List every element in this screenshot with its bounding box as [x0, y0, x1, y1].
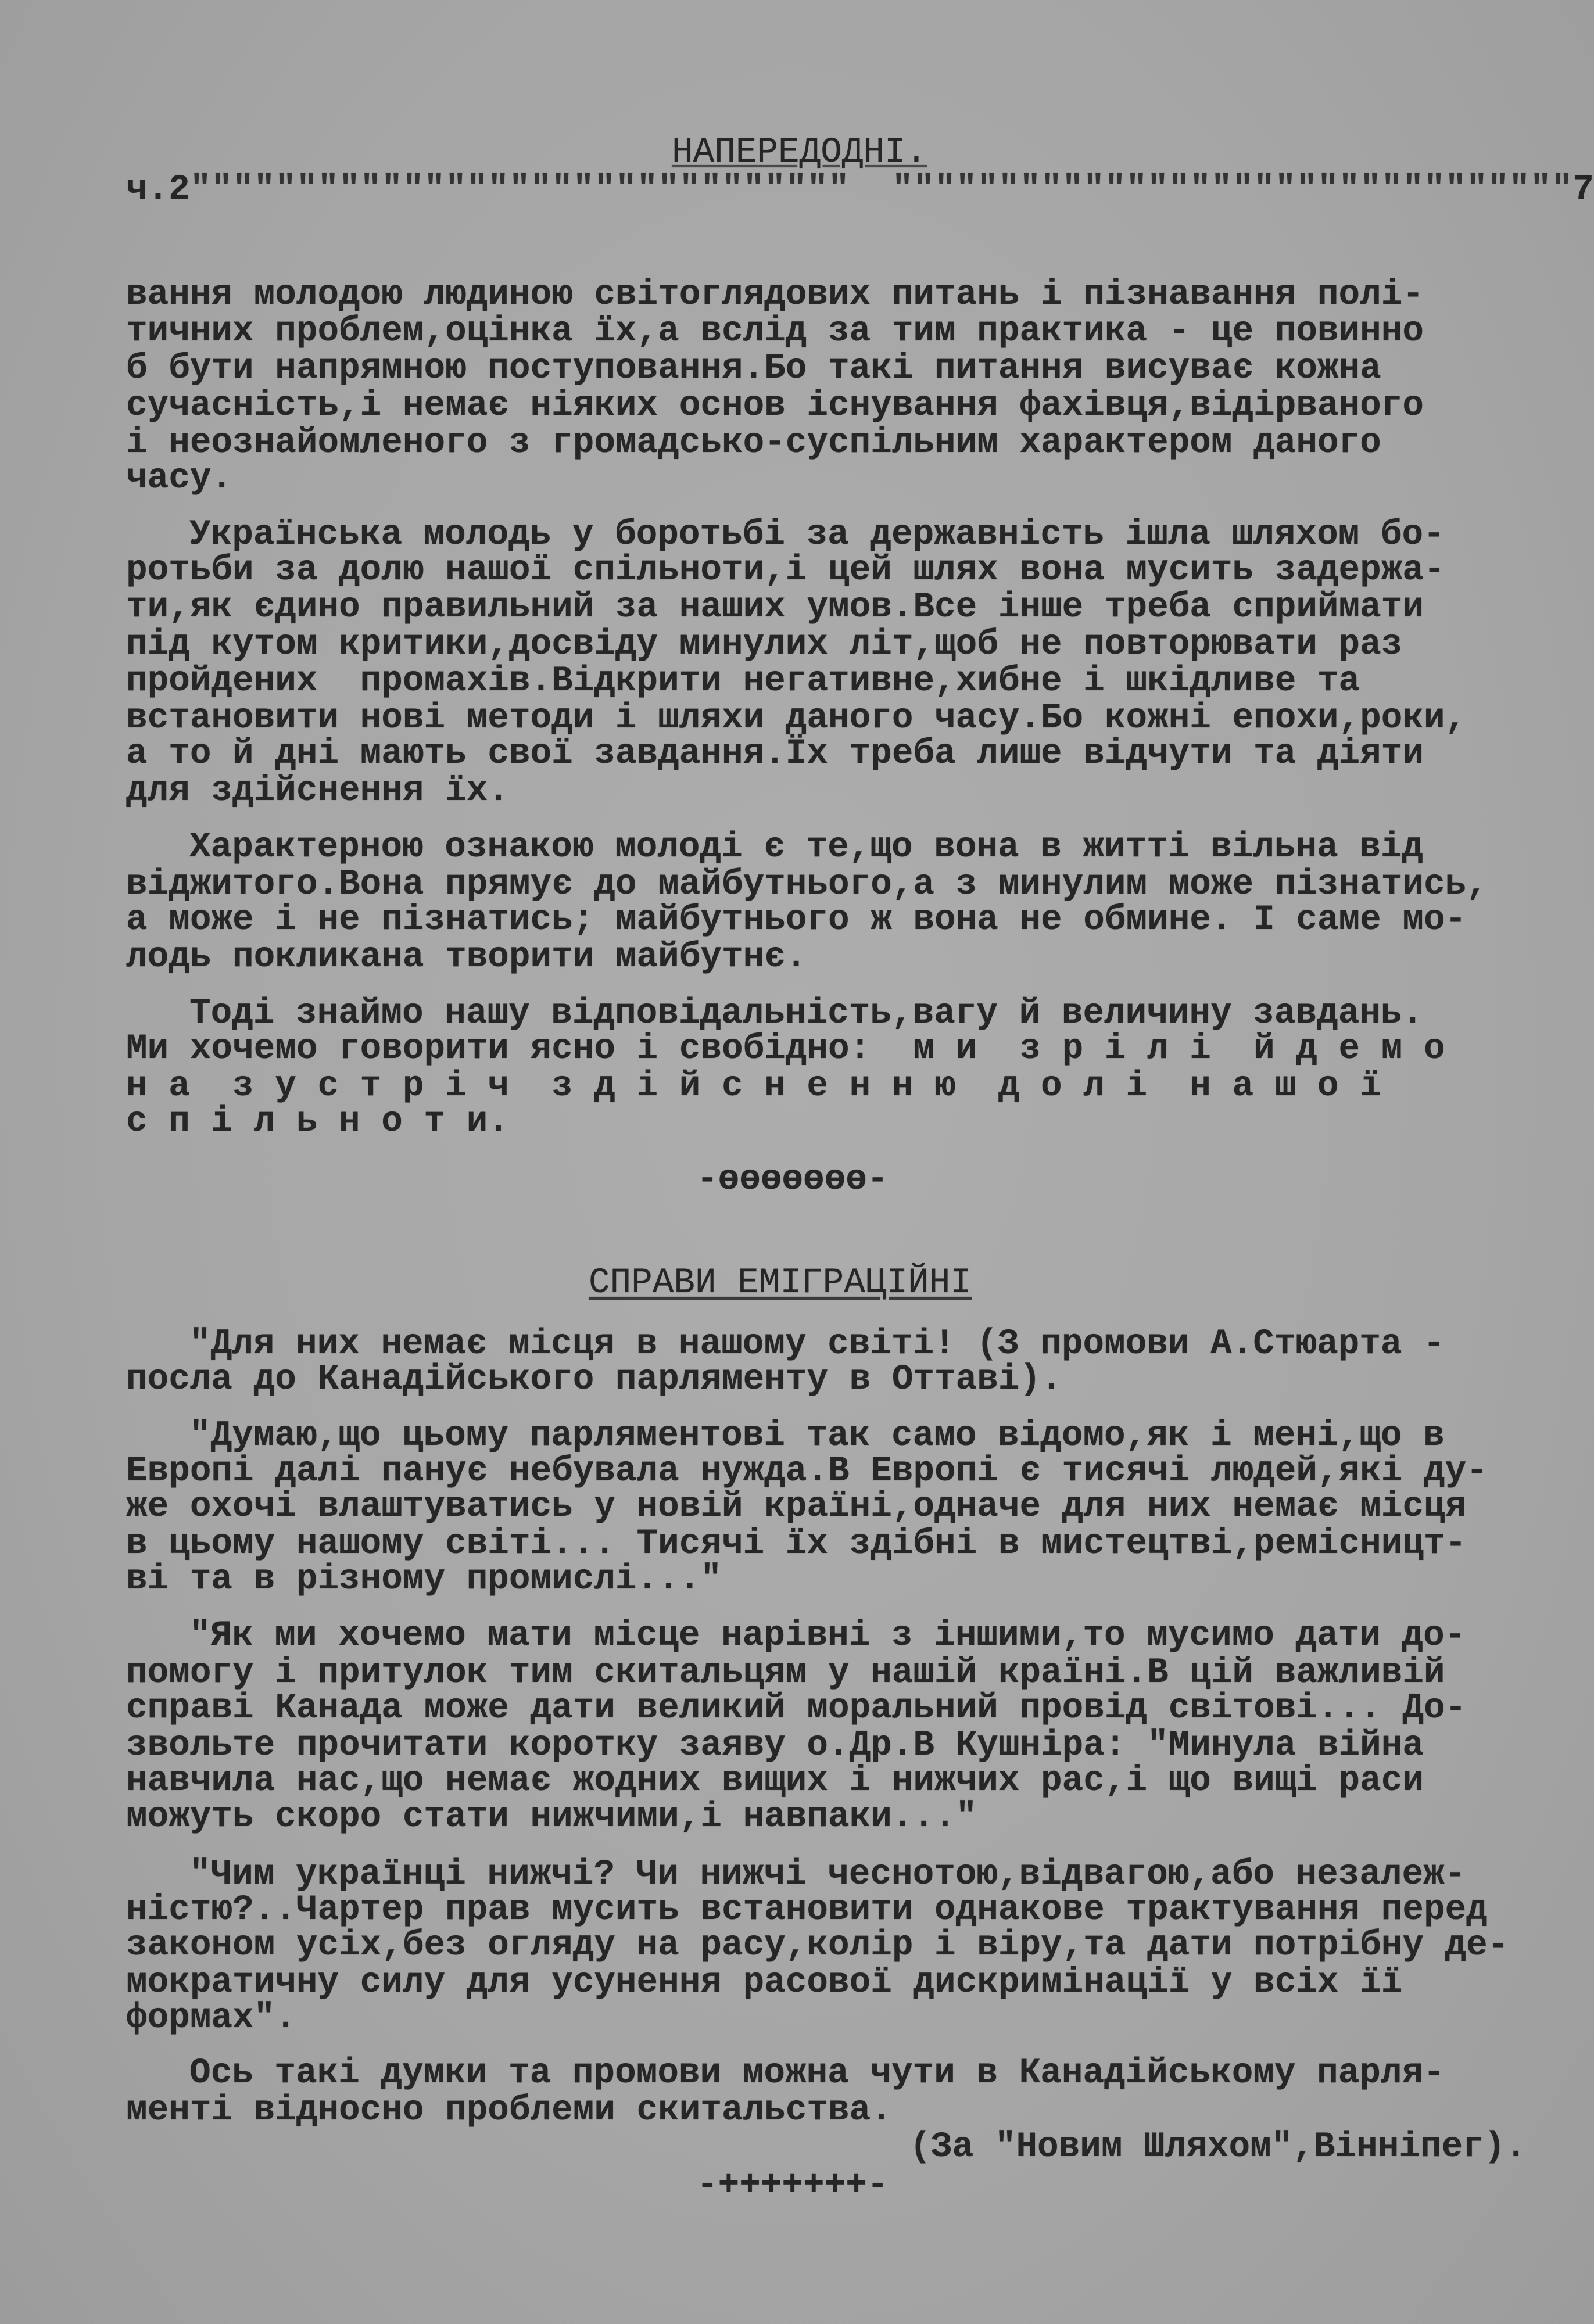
text-line: формах".	[126, 1998, 296, 2038]
text-line: "Як ми хочемо мати місце нарівні з іншими,то мусимо дати до-	[189, 1616, 1466, 1656]
section-separator: -өөөөөөө-	[697, 1160, 889, 1200]
text-line: ротьби за долю нашої спільноти,і цей шлях вона мусить задержа-	[126, 550, 1445, 590]
text-line: Характерною ознакою молоді є те,що вона в житті вільна від	[189, 827, 1424, 867]
text-line: ністю?..Чартер прав мусить встановити однакове трактування перед	[126, 1890, 1488, 1930]
text-line: б бути напрямною поступовання.Бо такі питання висуває кожна	[126, 349, 1381, 389]
text-line: посла до Канадійського парляменту в Оттаві).	[126, 1360, 1062, 1400]
section-separator: -+++++++-	[697, 2165, 889, 2205]
text-line: Тоді знаймо нашу відповідальність,вагу й величину завдань.	[189, 994, 1424, 1034]
text-line: законом усіх,без огляду на расу,колір і віру,та дати потрібну де-	[126, 1925, 1509, 1966]
text-line: "Для них немає місця в нашому світі! (З промови А.Стюарта -	[189, 1324, 1445, 1364]
text-line: ві та в різному промислі..."	[126, 1559, 722, 1599]
text-line: справі Канада може дати великий моральний провід світові... До-	[126, 1688, 1467, 1728]
text-line: вання молодою людиною світоглядових питань і пізнавання полі-	[126, 275, 1424, 315]
text-line: звольте прочитати коротку заяву о.Др.В Кушніра: "Минула війна	[126, 1726, 1424, 1766]
text-line: мократичну силу для усунення расової дискримінації у всіх її	[126, 1963, 1403, 2003]
text-line: Українська молодь у боротьбі за державність ішла шляхом бо-	[189, 515, 1445, 555]
text-line: віджитого.Вона прямує до майбутнього,а з минулим може пізнатись,	[126, 865, 1488, 905]
text-line: часу.	[126, 458, 233, 498]
text-line: сучасність,і немає ніяких основ існування фахівця,відірваного	[126, 386, 1424, 426]
text-line: "Думаю,що цьому парляментові так само відомо,як і мені,що в	[189, 1416, 1445, 1456]
text-line: встановити нові методи і шляхи даного часу.Бо кожні епохи,роки,	[126, 698, 1467, 738]
header-filler-left: """""""""""""""""""""""""""""""	[189, 170, 850, 210]
running-title: НАПЕРЕДОДНІ.	[672, 132, 927, 173]
text-line: помогу і притулок тим скитальцям у нашій країні.В цій важливій	[126, 1653, 1445, 1693]
text-line: менті відносно проблеми скитальства.	[126, 2090, 892, 2131]
text-line: пройдених промахів.Відкрити негативне,хибне і шкідливе та	[126, 661, 1360, 701]
text-line: а то й дні мають свої завдання.Їх треба лише відчути та діяти	[126, 734, 1424, 774]
header-filler-right: """"""""""""""""""""""""""""""""	[849, 170, 1573, 210]
text-line: же охочі влаштуватись у новій країні,одначе для них немає місця	[126, 1487, 1467, 1527]
text-line: в цьому нашому світі... Тисячі їх здібні в мистецтві,ремісницт-	[126, 1524, 1467, 1564]
text-line: тичних проблем,оцінка їх,а вслід за тим практика - це повинно	[126, 311, 1424, 352]
text-line: "Чим українці нижчі? Чи нижчі чеснотою,відвагою,або незалеж-	[189, 1855, 1466, 1895]
text-line: а може і не пізнатись; майбутнього ж вона не обмине. І саме мо-	[126, 900, 1467, 940]
text-line: навчила нас,що немає жодних вищих і нижчих рас,і що вищі раси	[126, 1761, 1424, 1801]
article-title: СПРАВИ ЕМІГРАЦІЙНІ	[589, 1263, 972, 1303]
text-line: Европі далі панує небувала нужда.В Европі є тисячі людей,які ду-	[126, 1451, 1488, 1491]
text-line: Ось такі думки та промови можна чути в Канадійському парля-	[189, 2053, 1445, 2093]
text-line: і неознайомленого з громадсько-суспільним характером даного	[126, 423, 1381, 463]
text-line: під кутом критики,досвіду минулих літ,щоб не повторювати раз	[126, 625, 1403, 665]
text-line: с п і л ь н о т и.	[126, 1102, 509, 1142]
text-line: можуть скоро стати нижчими,і навпаки..."	[126, 1797, 977, 1837]
text-line: ти,як єдино правильний за наших умов.Все інше треба сприймати	[126, 587, 1424, 627]
text-line: Ми хочемо говорити ясно і свобідно: м и з р і л і й д е м о	[126, 1029, 1445, 1069]
text-line: н а з у с т р і ч з д і й с н е н н ю д о л і н а ш о ї	[126, 1066, 1381, 1106]
page-number: 7	[1572, 170, 1594, 210]
source-attribution: (За "Новим Шляхом",Вінніпег).	[909, 2127, 1527, 2167]
issue-number: ч.2	[126, 170, 190, 210]
page-header-line	[126, 170, 1594, 210]
text-line: для здійснення їх.	[126, 771, 509, 811]
text-line: лодь покликана творити майбутнє.	[126, 937, 807, 977]
